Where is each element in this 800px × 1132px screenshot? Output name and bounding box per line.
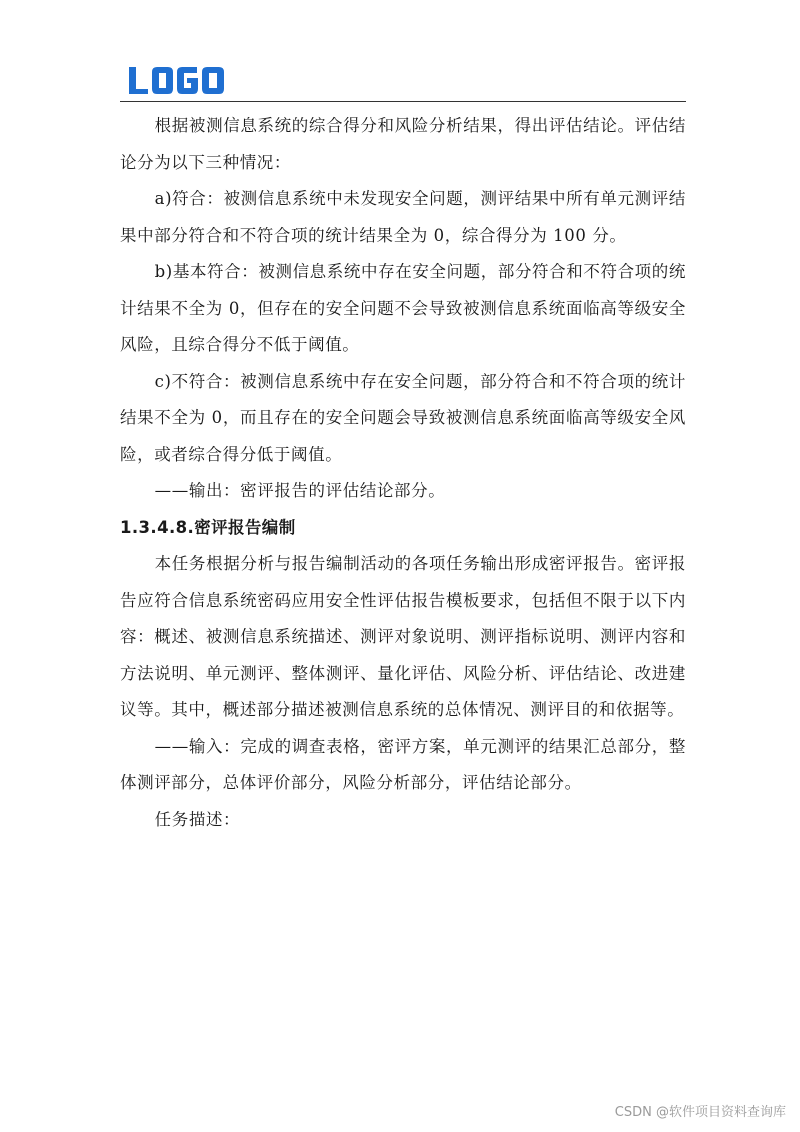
paragraph-conclusion-c: c)不符合：被测信息系统中存在安全问题，部分符合和不符合项的统计结果不全为 0，而且存在的安全问题会导致被测信息系统面临高等级安全风险，或者综合得分低于阈值。 — [120, 371, 686, 464]
watermark: CSDN @软件项目资料查询库 — [614, 1105, 786, 1120]
paragraph-conclusion-a: a)符合：被测信息系统中未发现安全问题，测评结果中所有单元测评结果中部分符合和不符合项的统计结果全为 0，综合得分为 100 分。 — [120, 189, 686, 245]
paragraph-conclusion-b: b)基本符合：被测信息系统中存在安全问题，部分符合和不符合项的统计结果不全为 0，但存在的安全问题不会导致被测信息系统面临高等级安全风险，且综合得分不低于阈值。 — [120, 262, 686, 354]
paragraph-task-description: 任务描述： — [154, 809, 241, 829]
section-heading: 1.3.4.8.密评报告编制 — [120, 517, 296, 537]
logo-icon — [127, 64, 227, 96]
paragraph-conclusion-intro: 根据被测信息系统的综合得分和风险分析结果，得出评估结论。评估结论分为以下三种情况： — [120, 116, 686, 172]
paragraph-output: ——输出：密评报告的评估结论部分。 — [154, 481, 446, 500]
paragraph-input: ——输入：完成的调查表格，密评方案，单元测评的结果汇总部分，整体测评部分，总体评价部分，风险分析部分，评估结论部分。 — [120, 736, 686, 792]
paragraph-report-task: 本任务根据分析与报告编制活动的各项任务输出形成密评报告。密评报告应符合信息系统密码应用安全性评估报告模板要求，包括但不限于以下内容：概述、被测信息系统描述、测评对象说明、测评指标说明、测评内容和方法说明、单元测评、整体测评、量化评估、风险分析、评估结论、改进建议等。其中，概述部分描述被测信息系统的总体情况、测评目的和依据等。 — [120, 554, 686, 719]
header-divider — [120, 101, 686, 102]
document-body — [120, 108, 686, 838]
